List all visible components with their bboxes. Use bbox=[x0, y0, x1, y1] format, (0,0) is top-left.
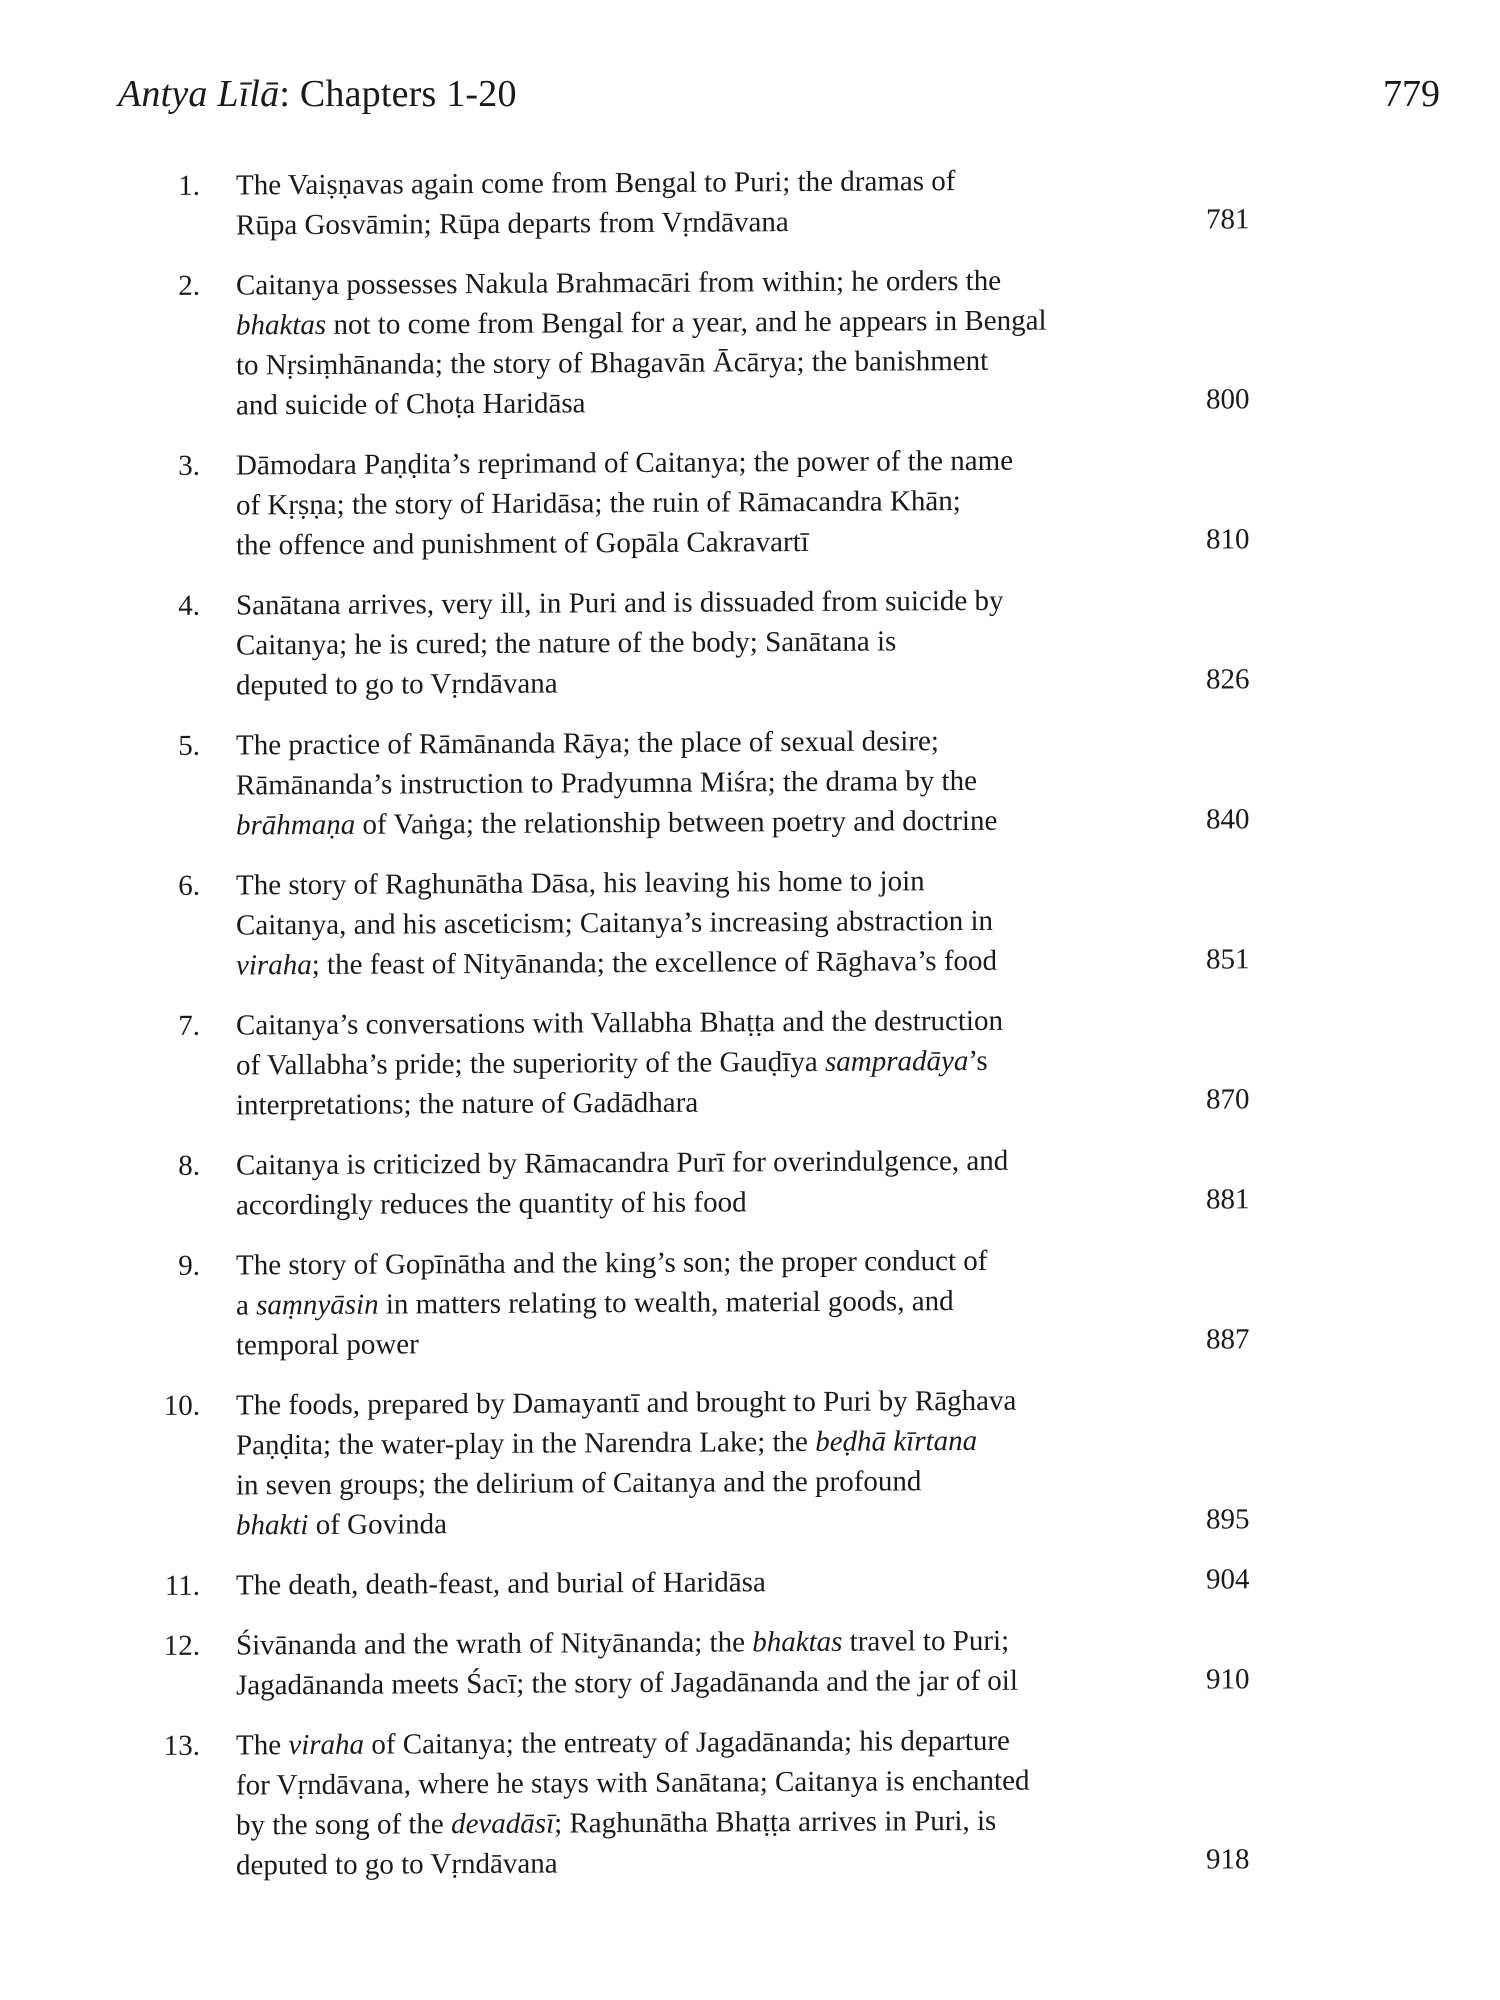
chapter-page-number: 918 bbox=[1206, 1843, 1250, 1876]
chapter-number: 4. bbox=[178, 589, 200, 622]
summary-line: deputed to go to Vṛndāvana bbox=[236, 667, 558, 702]
chapter-entry bbox=[150, 579, 1320, 706]
chapter-entry bbox=[150, 999, 1320, 1126]
chapter-summary bbox=[236, 1720, 1176, 1886]
summary-line: The viraha of Caitanya; the entreaty of Jagadānanda; his departure bbox=[236, 1724, 1010, 1762]
summary-line: The death, death-feast, and burial of Haridāsa bbox=[236, 1566, 766, 1602]
chapter-number: 7. bbox=[178, 1009, 200, 1042]
chapter-summary bbox=[236, 580, 1176, 706]
summary-line: interpretations; the nature of Gadādhara bbox=[236, 1086, 699, 1122]
chapter-entry bbox=[150, 259, 1320, 426]
chapter-page-number: 840 bbox=[1206, 803, 1250, 836]
chapter-entry bbox=[150, 719, 1320, 846]
summary-line: of Vallabha’s pride; the superiority of the Gauḍīya sampradāya’s bbox=[236, 1044, 988, 1082]
summary-line: Sanātana arrives, very ill, in Puri and is dissuaded from suicide by bbox=[236, 584, 1004, 622]
chapter-number: 5. bbox=[178, 729, 200, 762]
summary-line: for Vṛndāvana, where he stays with Sanātana; Caitanya is enchanted bbox=[236, 1764, 1030, 1802]
chapter-number: 8. bbox=[178, 1149, 200, 1182]
running-title bbox=[118, 72, 517, 116]
summary-line: of Kṛṣṇa; the story of Haridāsa; the ruin of Rāmacandra Khān; bbox=[236, 485, 961, 522]
chapter-page-number: 904 bbox=[1206, 1563, 1250, 1596]
summary-line: The story of Gopīnātha and the king’s son; the proper conduct of bbox=[236, 1244, 988, 1282]
chapter-list bbox=[150, 159, 1320, 1906]
summary-line: Jagadānanda meets Śacī; the story of Jagadānanda and the jar of oil bbox=[236, 1664, 1018, 1702]
chapter-summary bbox=[236, 860, 1176, 986]
summary-line: the offence and punishment of Gopāla Cakravartī bbox=[236, 525, 809, 562]
chapter-page-number: 826 bbox=[1206, 663, 1250, 696]
chapter-page-number: 910 bbox=[1206, 1663, 1250, 1696]
chapter-entry bbox=[150, 1719, 1320, 1886]
chapter-summary bbox=[236, 720, 1176, 846]
summary-line: The Vaiṣṇavas again come from Bengal to Puri; the dramas of bbox=[236, 165, 956, 202]
chapter-summary bbox=[236, 440, 1176, 566]
chapter-entry bbox=[150, 1379, 1320, 1546]
summary-line: bhaktas not to come from Bengal for a year, and he appears in Bengal bbox=[236, 304, 1047, 342]
chapter-page-number: 781 bbox=[1206, 203, 1250, 236]
chapter-entry bbox=[150, 439, 1320, 566]
summary-line: The story of Raghunātha Dāsa, his leaving his home to join bbox=[236, 865, 925, 902]
chapter-number: 12. bbox=[163, 1629, 200, 1662]
running-title-rest: : Chapters 1-20 bbox=[279, 73, 517, 115]
chapter-summary bbox=[236, 1240, 1176, 1366]
summary-line: by the song of the devadāsī; Raghunātha Bhaṭṭa arrives in Puri, is bbox=[236, 1804, 997, 1842]
summary-line: Dāmodara Paṇḍita’s reprimand of Caitanya; the power of the name bbox=[236, 444, 1014, 482]
summary-line: Caitanya is criticized by Rāmacandra Purī for overindulgence, and bbox=[236, 1144, 1009, 1182]
chapter-number: 2. bbox=[178, 269, 200, 302]
summary-line: The practice of Rāmānanda Rāya; the place of sexual desire; bbox=[236, 725, 939, 762]
summary-line: Rāmānanda’s instruction to Pradyumna Miśra; the drama by the bbox=[236, 764, 977, 802]
summary-line: Caitanya; he is cured; the nature of the body; Sanātana is bbox=[236, 625, 897, 662]
chapter-number: 3. bbox=[178, 449, 200, 482]
summary-line: and suicide of Choṭa Haridāsa bbox=[236, 387, 586, 422]
summary-line: Caitanya’s conversations with Vallabha Bhaṭṭa and the destruction bbox=[236, 1004, 1003, 1042]
summary-line: Śivānanda and the wrath of Nityānanda; the bhaktas travel to Puri; bbox=[236, 1624, 1010, 1662]
chapter-summary bbox=[236, 1560, 1176, 1606]
chapter-entry bbox=[150, 1559, 1320, 1606]
chapter-summary bbox=[236, 1620, 1176, 1706]
chapter-summary bbox=[236, 1000, 1176, 1126]
running-title-italic: Antya Līlā bbox=[118, 73, 280, 115]
chapter-number: 10. bbox=[163, 1389, 200, 1422]
chapter-page-number: 881 bbox=[1206, 1183, 1250, 1216]
summary-line: deputed to go to Vṛndāvana bbox=[236, 1847, 558, 1882]
chapter-summary bbox=[236, 160, 1176, 246]
chapter-page-number: 870 bbox=[1206, 1083, 1250, 1116]
summary-line: in seven groups; the delirium of Caitanya and the profound bbox=[236, 1465, 922, 1502]
chapter-summary bbox=[236, 1380, 1176, 1546]
chapter-entry bbox=[150, 1619, 1320, 1706]
running-header bbox=[118, 72, 1440, 132]
chapter-number: 6. bbox=[178, 869, 200, 902]
summary-line: accordingly reduces the quantity of his food bbox=[236, 1186, 747, 1222]
chapter-entry bbox=[150, 159, 1320, 246]
summary-line: Rūpa Gosvāmin; Rūpa departs from Vṛndāvana bbox=[236, 206, 789, 242]
chapter-number: 9. bbox=[178, 1249, 200, 1282]
chapter-number: 1. bbox=[178, 169, 200, 202]
summary-line: temporal power bbox=[236, 1328, 419, 1362]
chapter-page-number: 810 bbox=[1206, 523, 1250, 556]
chapter-number: 13. bbox=[163, 1729, 200, 1762]
summary-line: brāhmaṇa of Vaṅga; the relationship between poetry and doctrine bbox=[236, 804, 998, 842]
summary-line: bhakti of Govinda bbox=[236, 1508, 448, 1542]
chapter-page-number: 851 bbox=[1206, 943, 1250, 976]
chapter-page-number: 800 bbox=[1206, 383, 1250, 416]
chapter-page-number: 887 bbox=[1206, 1323, 1250, 1356]
chapter-entry bbox=[150, 1139, 1320, 1226]
chapter-summary bbox=[236, 260, 1176, 426]
chapter-entry bbox=[150, 1239, 1320, 1366]
summary-line: to Nṛsiṃhānanda; the story of Bhagavān Ācārya; the banishment bbox=[236, 344, 989, 382]
summary-line: The foods, prepared by Damayantī and brought to Puri by Rāghava bbox=[236, 1384, 1017, 1422]
summary-line: Caitanya, and his asceticism; Caitanya’s increasing abstraction in bbox=[236, 904, 994, 942]
chapter-summary bbox=[236, 1140, 1176, 1226]
summary-line: a saṃnyāsin in matters relating to wealth, material goods, and bbox=[236, 1285, 954, 1322]
chapter-number: 11. bbox=[164, 1569, 200, 1602]
chapter-page-number: 895 bbox=[1206, 1503, 1250, 1536]
summary-line: Caitanya possesses Nakula Brahmacāri from within; he orders the bbox=[236, 264, 1002, 302]
summary-line: viraha; the feast of Nityānanda; the excellence of Rāghava’s food bbox=[236, 944, 997, 982]
page-number: 779 bbox=[1383, 73, 1440, 115]
chapter-entry bbox=[150, 859, 1320, 986]
summary-line: Paṇḍita; the water-play in the Narendra Lake; the beḍhā kīrtana bbox=[236, 1424, 978, 1462]
